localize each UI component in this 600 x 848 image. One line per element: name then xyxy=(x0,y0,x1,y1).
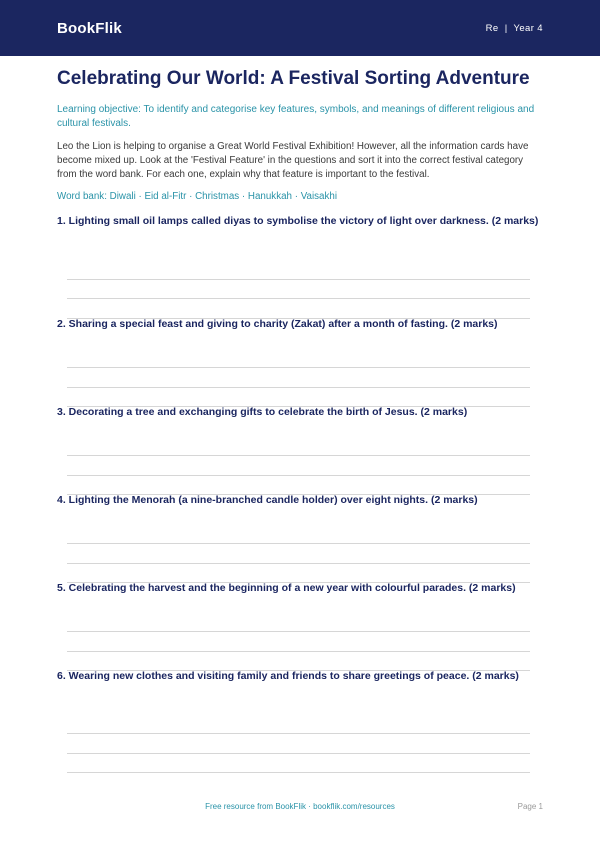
page-header xyxy=(0,0,600,56)
question-text: 5. Celebrating the harvest and the beginning of a new year with colourful parades. (2 marks) xyxy=(57,582,516,594)
learning-objective: Learning objective: To identify and categorise key features, symbols, and meanings of different religious and cultural festivals. xyxy=(57,103,535,129)
question-text: 6. Wearing new clothes and visiting family and friends to share greetings of peace. (2 marks) xyxy=(57,670,519,682)
worksheet-intro xyxy=(57,56,543,202)
answer-line[interactable] xyxy=(67,772,530,773)
answer-line[interactable] xyxy=(67,387,530,388)
answer-line[interactable] xyxy=(67,733,530,734)
answer-line[interactable] xyxy=(67,475,530,476)
question-5 xyxy=(57,581,543,595)
answer-line[interactable] xyxy=(67,631,530,632)
answer-line[interactable] xyxy=(67,298,530,299)
question-text: 1. Lighting small oil lamps called diyas to symbolise the victory of light over darkness. (2 marks) xyxy=(57,215,539,227)
question-text: 3. Decorating a tree and exchanging gifts to celebrate the birth of Jesus. (2 marks) xyxy=(57,406,468,418)
answer-line[interactable] xyxy=(67,563,530,564)
answer-line[interactable] xyxy=(67,279,530,280)
worksheet-title: Celebrating Our World: A Festival Sorting Adventure xyxy=(57,68,530,89)
word-bank: Word bank: Diwali · Eid al-Fitr · Christmas · Hanukkah · Vaisakhi xyxy=(57,191,338,203)
question-text: 2. Sharing a special feast and giving to charity (Zakat) after a month of fasting. (2 marks) xyxy=(57,318,498,330)
page-number: Page 1 xyxy=(517,802,543,811)
answer-line[interactable] xyxy=(67,367,530,368)
subject-year-label: Re | Year 4 xyxy=(485,22,543,34)
answer-line[interactable] xyxy=(67,543,530,544)
answer-line[interactable] xyxy=(67,455,530,456)
question-2 xyxy=(57,317,543,331)
question-1 xyxy=(57,214,543,228)
question-text: 4. Lighting the Menorah (a nine-branched candle holder) over eight nights. (2 marks) xyxy=(57,494,478,506)
question-6 xyxy=(57,669,543,683)
answer-line[interactable] xyxy=(67,753,530,754)
intro-paragraph: Leo the Lion is helping to organise a Great World Festival Exhibition! However, all the information cards have become mixed up. Look at the 'Festival Feature' in the questions and sort it into the correct festival category from the word bank. For each one, explain why that feature is important to the festival. xyxy=(57,141,529,181)
answer-line[interactable] xyxy=(67,651,530,652)
footer-resource-link[interactable]: Free resource from BookFlik · bookflik.com/resources xyxy=(205,802,395,811)
brand-logo-text: BookFlik xyxy=(57,19,122,37)
question-4 xyxy=(57,493,543,507)
question-3 xyxy=(57,405,543,419)
